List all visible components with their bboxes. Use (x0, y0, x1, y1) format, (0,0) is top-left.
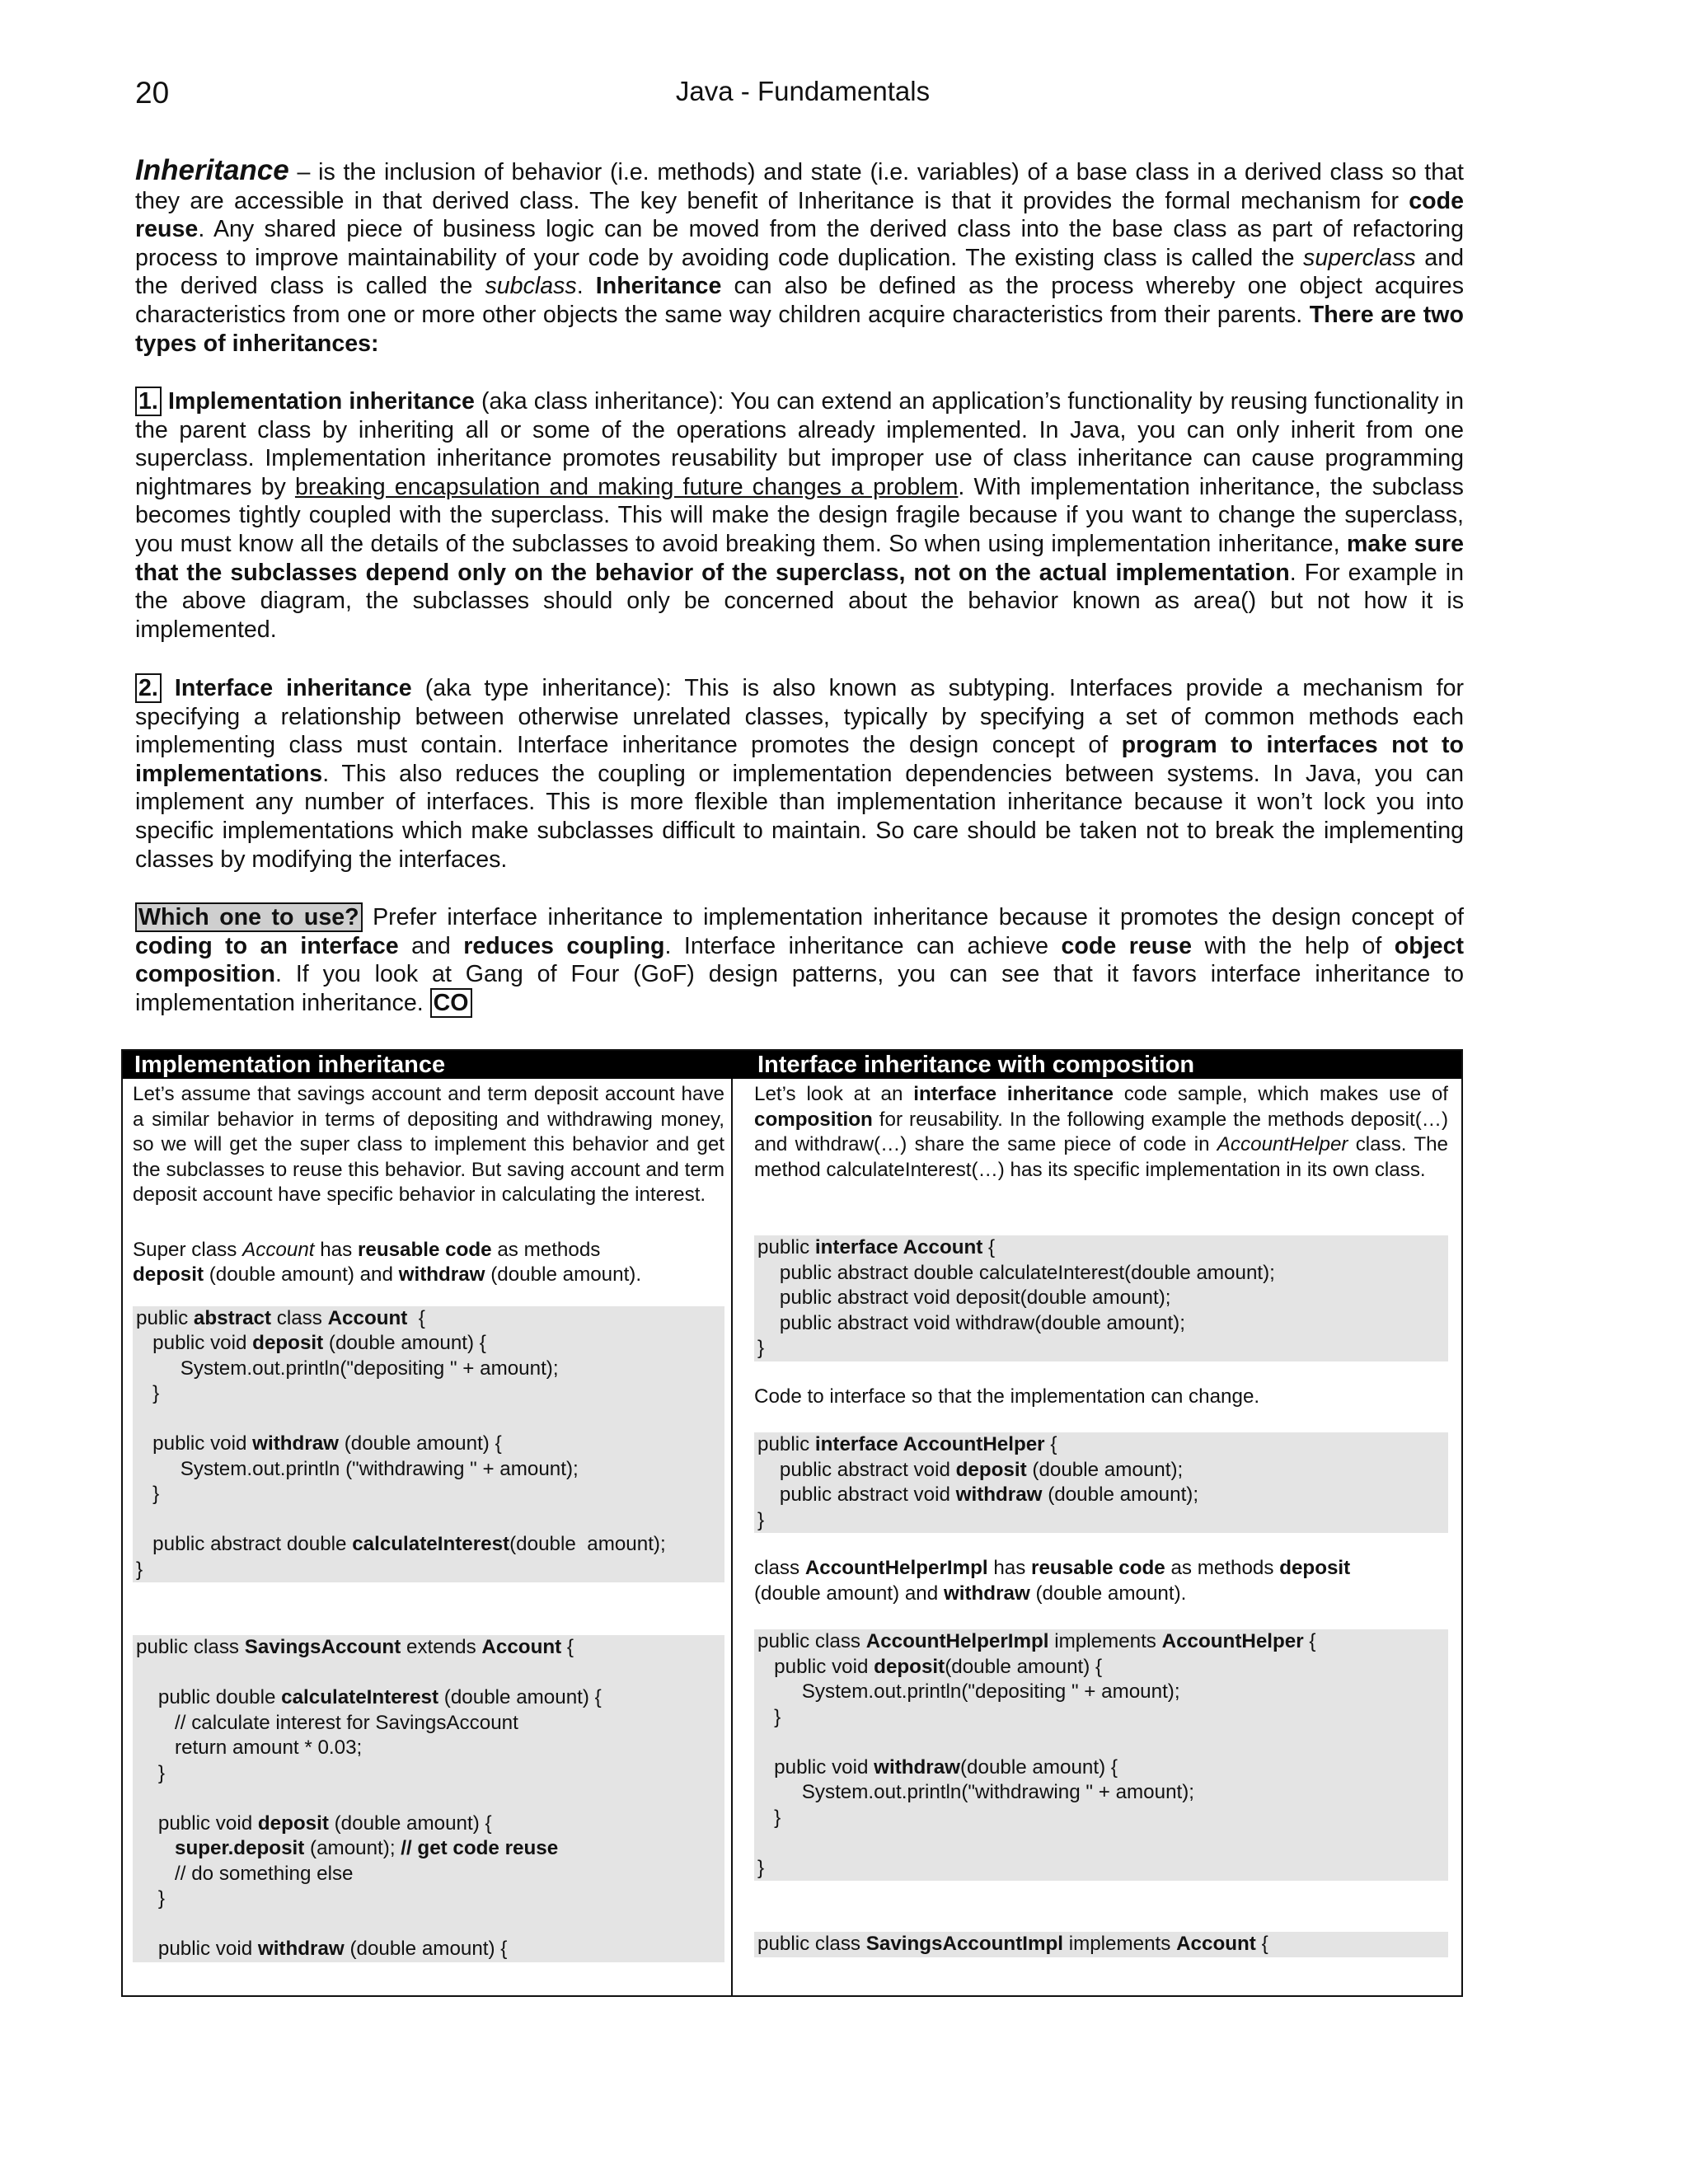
code-block-account: public abstract class Account { public void deposit (double amount) { System.out.println("depositing " + amount); } public void withdraw (double amount) { System.out.println ("withdrawing " + amount); } public abstract double calculateInterest(double amount); } (133, 1306, 724, 1583)
code-block-interface-account-helper: public interface AccountHelper { public abstract void deposit (double amount); public abstract void withdraw (double amount); } (754, 1432, 1448, 1533)
superclass-note: Super class Account has reusable code as methods deposit (double amount) and withdraw (double amount). (133, 1238, 642, 1286)
code-block-interface-account: public interface Account { public abstract double calculateInterest(double amount); public abstract void deposit(double amount); public abstract void withdraw(double amount); } (754, 1235, 1448, 1361)
running-header: Java - Fundamentals (675, 76, 931, 106)
code-block-savings-account-impl: public class SavingsAccountImpl implements Account { (754, 1932, 1448, 1957)
code-block-account-helper-impl: public class AccountHelperImpl implements AccountHelper { public void deposit(double amount) { System.out.println("depositing " + amount); } public void withdraw(double amount) { System.out.println("withdrawing " + amount); } } (754, 1629, 1448, 1881)
term-inheritance: Inheritance (135, 154, 289, 186)
helper-impl-note: class AccountHelperImpl has reusable code as methods deposit (double amount) and withdraw (double amount). (754, 1557, 1351, 1605)
code-to-interface-note: Code to interface so that the implementation can change. (754, 1385, 1260, 1408)
inheritance-paragraph: Inheritance – is the inclusion of behavior (i.e. methods) and state (i.e. variables) of a base class in a derived class so that they are accessible in that derived class. The key benefit of Inheritance is that it provides the formal mechanism for code reuse. Any shared piece of business logic can be moved from the derived class into the base class as part of refactoring process to improve maintainability of your code by avoiding code duplication. The existing class is called the superclass and the derived class is called the subclass. Inheritance can also be defined as the process whereby one object acquires characteristics from one or more other objects the same way children acquire characteristics from their parents. There are two types of inheritances: (135, 154, 1465, 357)
page-number: 20 (135, 76, 170, 110)
implementation-inheritance-paragraph: 1. Implementation inheritance (aka class inheritance): You can extend an application’s functionality by reusing functionality in the parent class by inheriting all or some of the operations already implemented. In Java, you can only inherit from one superclass. Implementation inheritance promotes reusability but improper use of class inheritance can cause programming nightmares by breaking encapsulation and making future changes a problem. With implementation inheritance, the subclass becomes tightly coupled with the superclass. This will make the design fragile because if you want to change the superclass, you must know all the details of the subclasses to avoid breaking them. So when using implementation inheritance, make sure that the subclasses depend only on the behavior of the superclass, not on the actual implementation. For example in the above diagram, the subclasses should only be concerned about the behavior known as area() but not how it is implemented. (135, 388, 1464, 643)
which-one-paragraph: Which one to use? Prefer interface inheritance to implementation inheritance because it promotes the design concept of coding to an interface and reduces coupling. Interface inheritance can achieve code reuse with the help of object composition. If you look at Gang of Four (GoF) design patterns, you can see that it favors interface inheritance to implementation inheritance. CO (135, 904, 1465, 1016)
implementation-intro: Let’s assume that savings account and term deposit account have a similar behavior in terms of depositing and withdrawing money, so we will get the super class to implement this behavior and get the subclasses to reuse this behavior. But saving account and term deposit account have specific behavior in calculating the interest. (133, 1083, 724, 1206)
code-block-savings-account: public class SavingsAccount extends Account { public double calculateInterest (double amount) { // calculate interest for SavingsAccount return amount * 0.03; } public void deposit (double amount) { super.deposit (amount); // get code reuse // do something else } public void withdraw (double amount) { (133, 1635, 724, 1962)
interface-intro: Let’s look at an interface inheritance code sample, which makes use of composition for reusability. In the following example the methods deposit(…) and withdraw(…) share the same piece of code in AccountHelper class. The method calculateInterest(…) has its specific implementation in its own class. (754, 1083, 1448, 1181)
item-number-badge: 2. (135, 673, 162, 703)
table-header-row (123, 1051, 1461, 1079)
topic-tag: CO (430, 988, 472, 1018)
table-header-implementation: Implementation inheritance (134, 1052, 446, 1078)
table-header-interface: Interface inheritance with composition (757, 1052, 1195, 1078)
interface-inheritance-paragraph: 2. Interface inheritance (aka type inheritance): This is also known as subtyping. Interfaces provide a mechanism for specifying a relationship between otherwise unrelated classes, typically by specifying a set of common methods each implementing class must contain. Interface inheritance promotes the design concept of program to interfaces not to implementations. This also reduces the coupling or implementation dependencies between systems. In Java, you can implement any number of interfaces. This is more flexible than implementation inheritance because it won’t lock you into specific implementations which make subclasses difficult to maintain. So care should be taken not to break the implementing classes by modifying the interfaces. (135, 675, 1464, 873)
implementation-column (133, 1082, 724, 1962)
comparison-table (121, 1049, 1463, 1997)
column-divider (731, 1079, 733, 1997)
item-number-badge: 1. (135, 387, 162, 416)
interface-column (754, 1082, 1448, 1957)
question-badge: Which one to use? (135, 902, 363, 932)
